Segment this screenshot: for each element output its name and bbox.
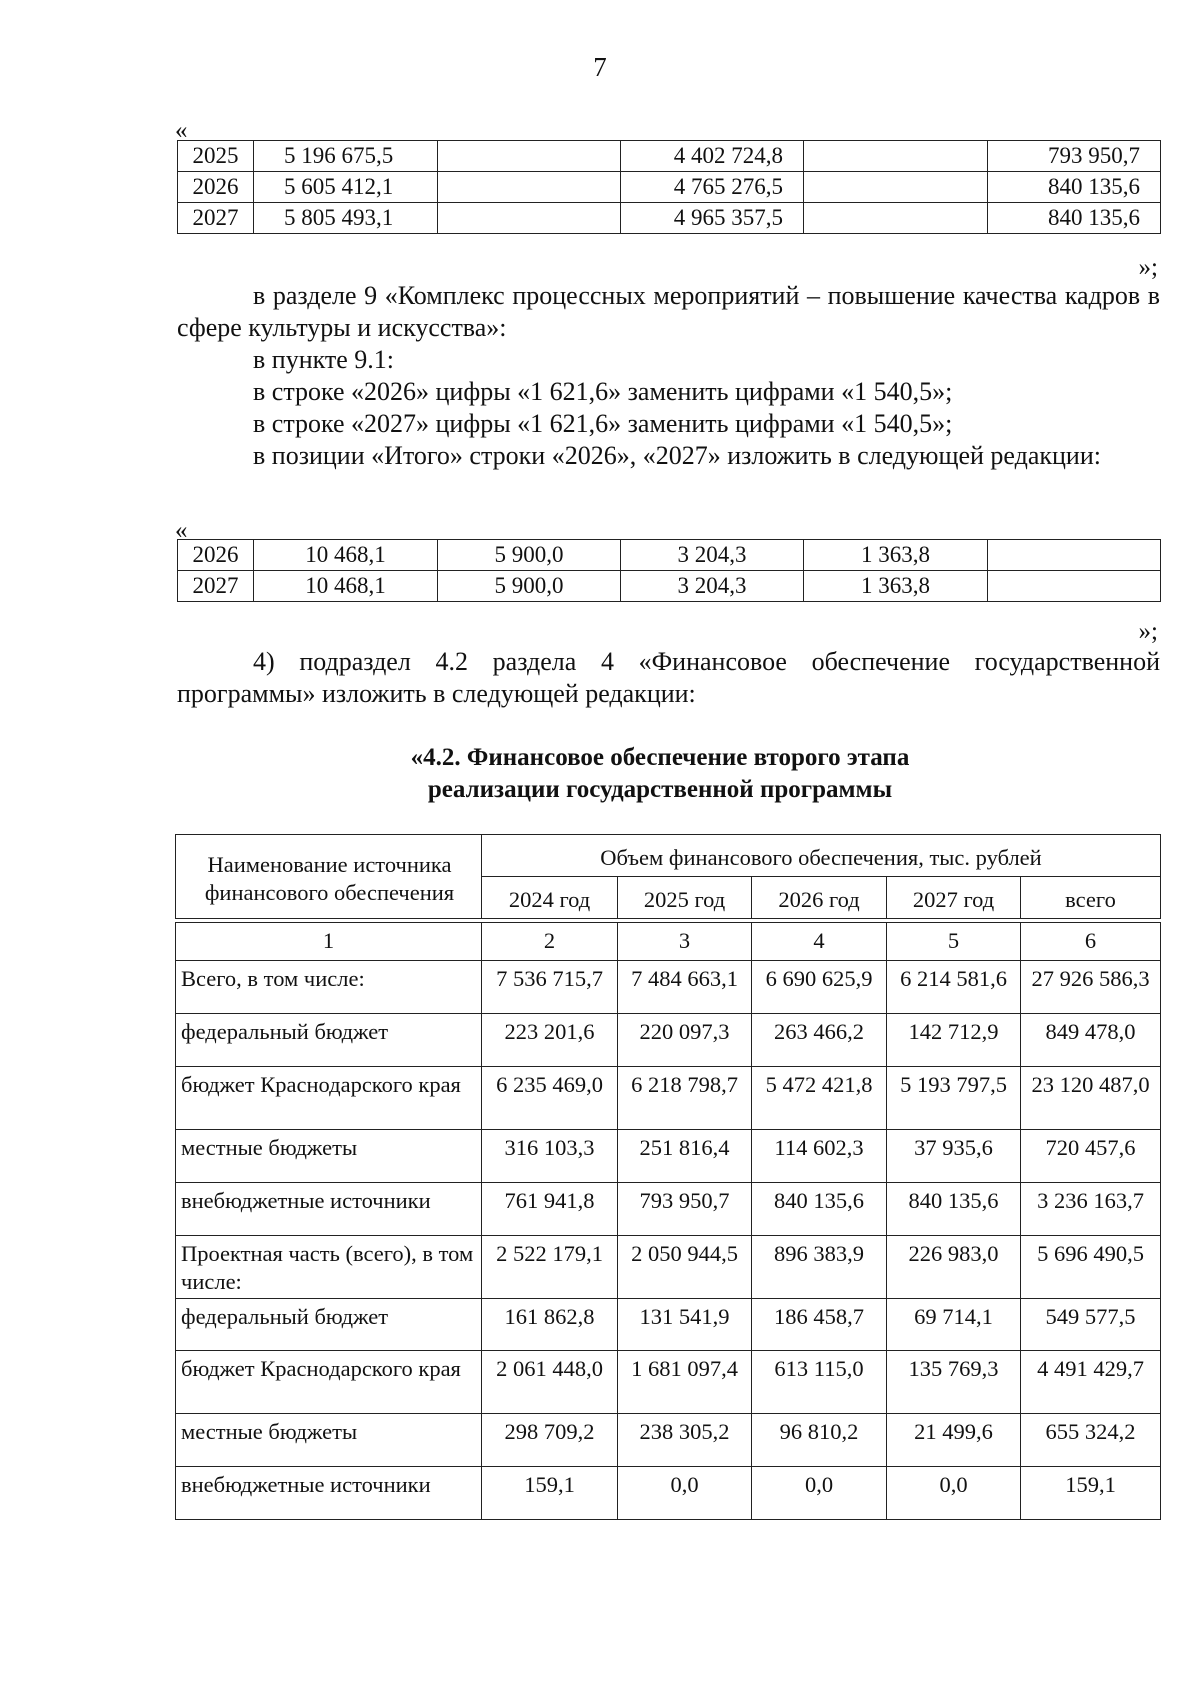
page-number: 7 [593, 52, 607, 82]
header-year: 2026 год [752, 877, 887, 919]
table-b-cell-c5: 1 363,8 [804, 540, 988, 571]
section-title [170, 742, 1150, 806]
table-a-body [178, 141, 1161, 234]
table-b-cell-c2: 10 468,1 [254, 571, 438, 602]
column-number: 4 [752, 923, 887, 961]
row-value: 6 690 625,9 [752, 961, 887, 1014]
row-value: 5 472 421,8 [752, 1067, 887, 1130]
row-label: внебюджетные источники [176, 1183, 482, 1236]
header-source: Наименование источника финансового обеспечения [176, 835, 482, 919]
row-value: 2 522 179,1 [482, 1236, 618, 1299]
row-label: федеральный бюджет [176, 1014, 482, 1067]
row-value: 27 926 586,3 [1021, 961, 1161, 1014]
close-quote-b: »; [1138, 618, 1158, 645]
row-value: 298 709,2 [482, 1414, 618, 1467]
header-year: всего [1021, 877, 1161, 919]
row-value: 840 135,6 [887, 1183, 1021, 1236]
row-value: 23 120 487,0 [1021, 1067, 1161, 1130]
row-value: 0,0 [887, 1467, 1021, 1520]
header-year: 2027 год [887, 877, 1021, 919]
row-value: 655 324,2 [1021, 1414, 1161, 1467]
row-value: 6 235 469,0 [482, 1067, 618, 1130]
column-number: 2 [482, 923, 618, 961]
row-label: бюджет Краснодарского края [176, 1067, 482, 1130]
table-row [176, 1183, 1161, 1236]
table-row [176, 1467, 1161, 1520]
table-a-cell-c2: 5 805 493,1 [254, 203, 438, 234]
table-b [177, 539, 1161, 602]
row-value: 159,1 [482, 1467, 618, 1520]
row-value: 896 383,9 [752, 1236, 887, 1299]
table-a-cell-c6: 840 135,6 [988, 172, 1161, 203]
table-a-cell-c4: 4 402 724,8 [621, 141, 804, 172]
table-row [176, 1299, 1161, 1351]
table-a-cell-c3 [438, 172, 621, 203]
open-quote-b: « [175, 517, 188, 544]
header-year: 2024 год [482, 877, 618, 919]
row-value: 21 499,6 [887, 1414, 1021, 1467]
row-value: 223 201,6 [482, 1014, 618, 1067]
table-a [177, 140, 1161, 234]
row-value: 793 950,7 [618, 1183, 752, 1236]
table-a-cell-c6: 793 950,7 [988, 141, 1161, 172]
table-row [176, 1130, 1161, 1183]
close-quote-a: »; [1138, 254, 1158, 281]
table-b-cell-year: 2026 [178, 540, 254, 571]
row-value: 2 050 944,5 [618, 1236, 752, 1299]
row-value: 849 478,0 [1021, 1014, 1161, 1067]
table-b-cell-c6 [988, 571, 1161, 602]
table-a-cell-year: 2027 [178, 203, 254, 234]
row-value: 142 712,9 [887, 1014, 1021, 1067]
column-number: 6 [1021, 923, 1161, 961]
table-b-cell-year: 2027 [178, 571, 254, 602]
table-b-cell-c3: 5 900,0 [438, 571, 621, 602]
table-b-row [178, 540, 1161, 571]
row-value: 251 816,4 [618, 1130, 752, 1183]
table-row [176, 1414, 1161, 1467]
table-a-row [178, 203, 1161, 234]
row-value: 2 061 448,0 [482, 1351, 618, 1414]
row-value: 316 103,3 [482, 1130, 618, 1183]
amendment-line-itogo: в позиции «Итого» строки «2026», «2027» изложить в следующей редакции: [253, 441, 1101, 470]
financing-table-body [176, 923, 1161, 1520]
row-value: 0,0 [618, 1467, 752, 1520]
row-value: 69 714,1 [887, 1299, 1021, 1351]
row-label: Всего, в том числе: [176, 961, 482, 1014]
table-a-cell-year: 2025 [178, 141, 254, 172]
row-value: 613 115,0 [752, 1351, 887, 1414]
table-a-cell-c4: 4 765 276,5 [621, 172, 804, 203]
table-a-cell-c5 [804, 172, 988, 203]
row-value: 840 135,6 [752, 1183, 887, 1236]
financing-table [175, 834, 1161, 1520]
row-value: 1 681 097,4 [618, 1351, 752, 1414]
row-value: 263 466,2 [752, 1014, 887, 1067]
table-row [176, 1236, 1161, 1299]
row-label: внебюджетные источники [176, 1467, 482, 1520]
row-value: 7 536 715,7 [482, 961, 618, 1014]
row-value: 186 458,7 [752, 1299, 887, 1351]
row-value: 226 983,0 [887, 1236, 1021, 1299]
table-b-body [178, 540, 1161, 602]
table-row [176, 1067, 1161, 1130]
header-year: 2025 год [618, 877, 752, 919]
amendment-text-2: 4) подраздел 4.2 раздела 4 «Финансовое обеспечение государственной программы» изложить в следующей редакции: [177, 647, 1160, 708]
table-a-cell-c3 [438, 141, 621, 172]
table-row [176, 1351, 1161, 1414]
row-label: бюджет Краснодарского края [176, 1351, 482, 1414]
row-value: 4 491 429,7 [1021, 1351, 1161, 1414]
table-a-cell-year: 2026 [178, 172, 254, 203]
row-value: 5 696 490,5 [1021, 1236, 1161, 1299]
financing-table-head [176, 835, 1161, 923]
row-value: 37 935,6 [887, 1130, 1021, 1183]
table-a-cell-c4: 4 965 357,5 [621, 203, 804, 234]
row-value: 3 236 163,7 [1021, 1183, 1161, 1236]
row-value: 6 214 581,6 [887, 961, 1021, 1014]
row-value: 0,0 [752, 1467, 887, 1520]
table-b-cell-c3: 5 900,0 [438, 540, 621, 571]
table-b-cell-c4: 3 204,3 [621, 571, 804, 602]
table-a-row [178, 172, 1161, 203]
table-b-cell-c6 [988, 540, 1161, 571]
table-a-cell-c3 [438, 203, 621, 234]
amendment-text-1 [177, 280, 1160, 472]
row-value: 238 305,2 [618, 1414, 752, 1467]
table-a-cell-c2: 5 605 412,1 [254, 172, 438, 203]
row-value: 5 193 797,5 [887, 1067, 1021, 1130]
column-number-row [176, 923, 1161, 961]
row-value: 161 862,8 [482, 1299, 618, 1351]
row-value: 131 541,9 [618, 1299, 752, 1351]
column-number: 1 [176, 923, 482, 961]
row-value: 220 097,3 [618, 1014, 752, 1067]
row-value: 761 941,8 [482, 1183, 618, 1236]
row-label: местные бюджеты [176, 1130, 482, 1183]
row-value: 159,1 [1021, 1467, 1161, 1520]
table-b-cell-c4: 3 204,3 [621, 540, 804, 571]
table-b-cell-c2: 10 468,1 [254, 540, 438, 571]
table-row [176, 1014, 1161, 1067]
table-row [176, 961, 1161, 1014]
table-a-cell-c5 [804, 203, 988, 234]
column-number: 3 [618, 923, 752, 961]
row-label: местные бюджеты [176, 1414, 482, 1467]
row-value: 6 218 798,7 [618, 1067, 752, 1130]
amendment-line-section9: в разделе 9 «Комплекс процессных мероприятий – повышение качества кадров в сфере культуры и искусства»: [177, 281, 1160, 342]
amendment-line-2026: в строке «2026» цифры «1 621,6» заменить цифрами «1 540,5»; [253, 377, 953, 406]
amendment-line-item91: в пункте 9.1: [253, 345, 395, 374]
row-value: 114 602,3 [752, 1130, 887, 1183]
section-title-line2: реализации государственной программы [427, 776, 893, 803]
table-b-cell-c5: 1 363,8 [804, 571, 988, 602]
table-a-cell-c5 [804, 141, 988, 172]
row-value: 720 457,6 [1021, 1130, 1161, 1183]
table-a-row [178, 141, 1161, 172]
row-label: федеральный бюджет [176, 1299, 482, 1351]
row-value: 7 484 663,1 [618, 961, 752, 1014]
amendment-line-2027: в строке «2027» цифры «1 621,6» заменить цифрами «1 540,5»; [253, 409, 953, 438]
table-a-cell-c6: 840 135,6 [988, 203, 1161, 234]
row-value: 135 769,3 [887, 1351, 1021, 1414]
column-number: 5 [887, 923, 1021, 961]
row-value: 549 577,5 [1021, 1299, 1161, 1351]
table-b-row [178, 571, 1161, 602]
section-title-line1: «4.2. Финансовое обеспечение второго этапа [410, 744, 910, 771]
row-value: 96 810,2 [752, 1414, 887, 1467]
table-a-cell-c2: 5 196 675,5 [254, 141, 438, 172]
row-label: Проектная часть (всего), в том числе: [176, 1236, 482, 1299]
open-quote-a: « [175, 117, 188, 144]
header-volume: Объем финансового обеспечения, тыс. рублей [482, 835, 1161, 877]
